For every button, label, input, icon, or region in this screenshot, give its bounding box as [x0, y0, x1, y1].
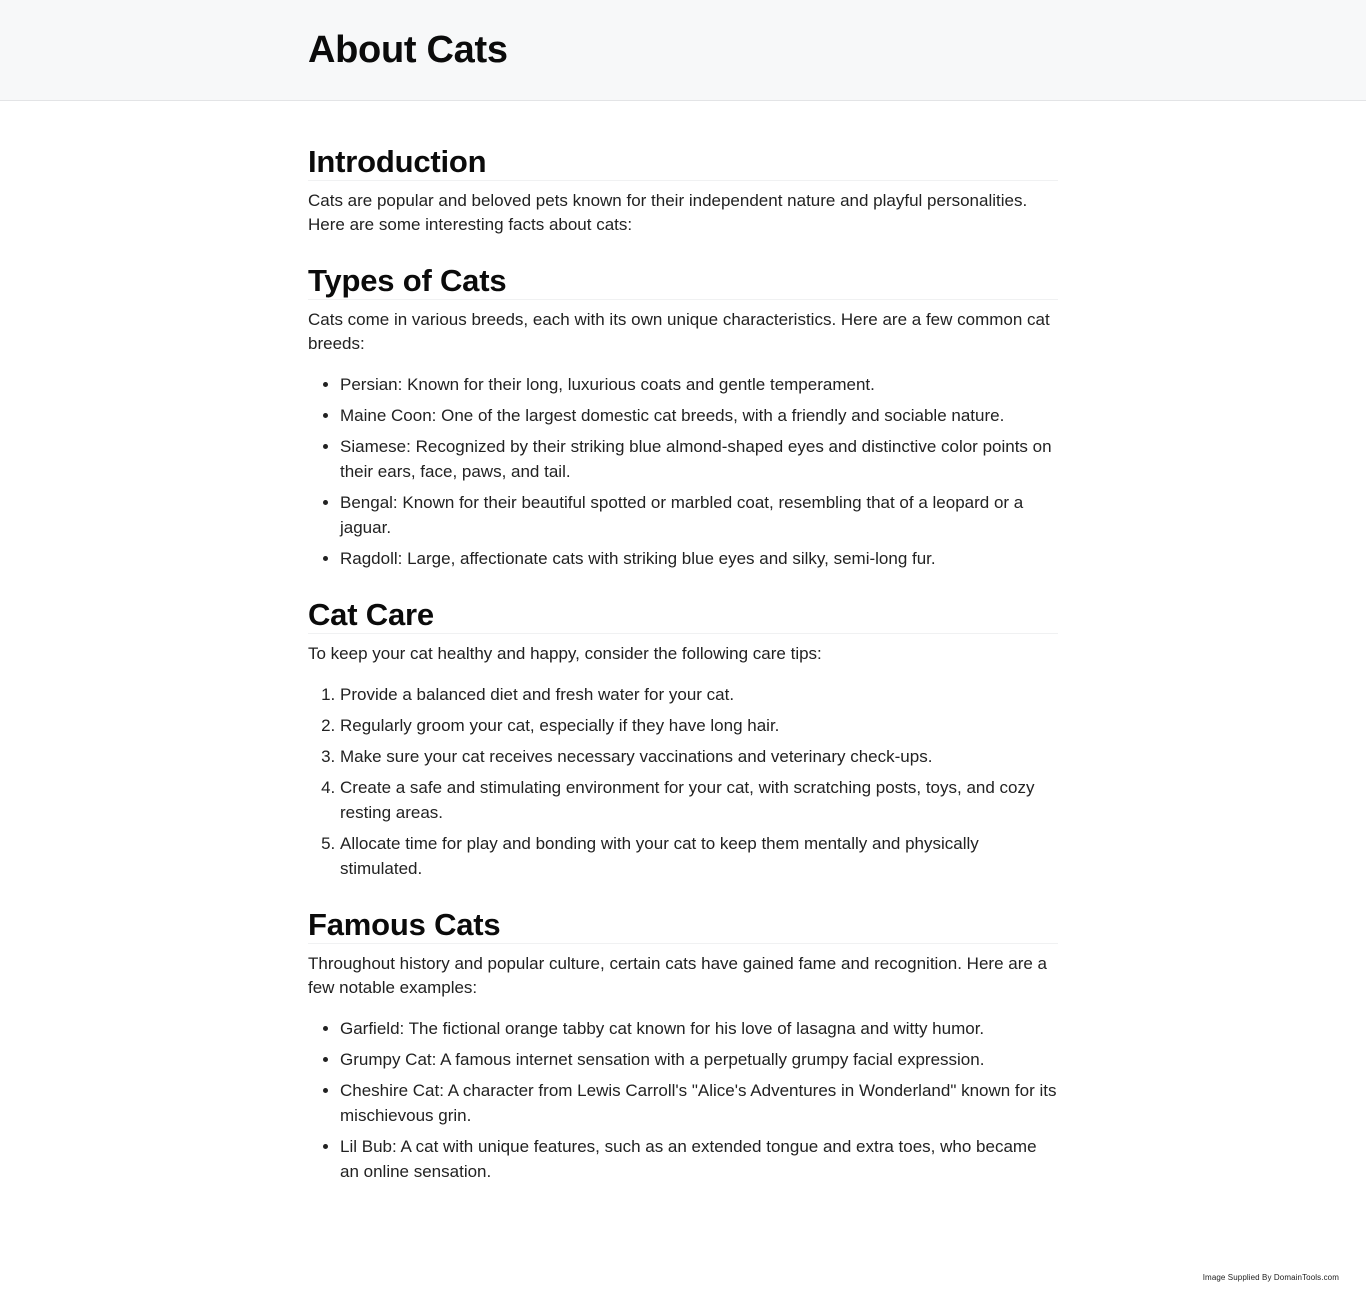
section-introduction: [308, 144, 1058, 237]
list-item: • Cheshire Cat: A character from Lewis Carroll's "Alice's Adventures in Wonderland" known for its mischievous grin.: [340, 1078, 1058, 1128]
list-item: • Maine Coon: One of the largest domestic cat breeds, with a friendly and sociable nature.: [340, 403, 1058, 428]
page-header: [0, 0, 1366, 101]
list-item: 4. Create a safe and stimulating environment for your cat, with scratching posts, toys, and cozy resting areas.: [340, 775, 1058, 825]
list-item: • Ragdoll: Large, affectionate cats with striking blue eyes and silky, semi-long fur.: [340, 546, 1058, 571]
section-paragraph: To keep your cat healthy and happy, consider the following care tips:: [308, 644, 822, 663]
list-item: • Siamese: Recognized by their striking blue almond-shaped eyes and distinctive color points on their ears, face, paws, and tail.: [340, 434, 1058, 484]
breed-list: [308, 372, 1058, 571]
section-paragraph: Throughout history and popular culture, certain cats have gained fame and recognition. Here are a few notable examples:: [308, 954, 1048, 997]
main-content: [308, 101, 1058, 1184]
page-title: About Cats: [308, 29, 508, 71]
care-tips-list: [308, 682, 1058, 881]
famous-cats-list: [308, 1016, 1058, 1184]
section-cat-care: [308, 597, 1058, 881]
list-item: • Grumpy Cat: A famous internet sensation with a perpetually grumpy facial expression.: [340, 1047, 1058, 1072]
list-item: • Garfield: The fictional orange tabby cat known for his love of lasagna and witty humor.: [340, 1016, 1058, 1041]
list-item: • Lil Bub: A cat with unique features, such as an extended tongue and extra toes, who became an online sensation.: [340, 1134, 1058, 1184]
list-item: 2. Regularly groom your cat, especially if they have long hair.: [340, 713, 1058, 738]
list-item: 3. Make sure your cat receives necessary vaccinations and veterinary check-ups.: [340, 744, 1058, 769]
section-heading: Introduction: [308, 144, 1058, 181]
section-paragraph: Cats are popular and beloved pets known for their independent nature and playful personalities. Here are some interesting facts about cats:: [308, 191, 1028, 234]
image-credit: Image Supplied By DomainTools.com: [1202, 1273, 1339, 1282]
section-heading: Famous Cats: [308, 907, 1058, 944]
list-item: • Bengal: Known for their beautiful spotted or marbled coat, resembling that of a leopard or a jaguar.: [340, 490, 1058, 540]
section-famous-cats: [308, 907, 1058, 1184]
section-types-of-cats: [308, 263, 1058, 571]
list-item: 1. Provide a balanced diet and fresh water for your cat.: [340, 682, 1058, 707]
section-heading: Types of Cats: [308, 263, 1058, 300]
section-heading: Cat Care: [308, 597, 1058, 634]
section-paragraph: Cats come in various breeds, each with its own unique characteristics. Here are a few common cat breeds:: [308, 310, 1050, 353]
list-item: • Persian: Known for their long, luxurious coats and gentle temperament.: [340, 372, 1058, 397]
list-item: 5. Allocate time for play and bonding with your cat to keep them mentally and physically stimulated.: [340, 831, 1058, 881]
